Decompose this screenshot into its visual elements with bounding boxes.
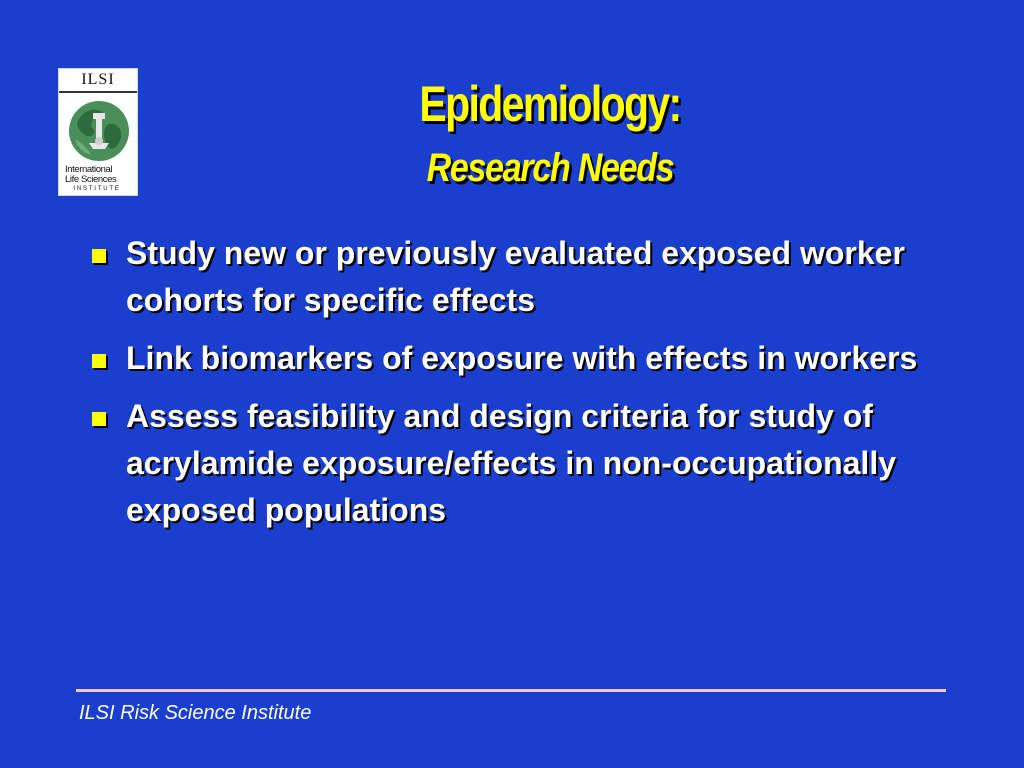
square-bullet-icon — [92, 354, 106, 368]
slide-title: Epidemiology: — [419, 76, 681, 132]
ilsi-logo — [58, 68, 138, 196]
footer-divider — [76, 689, 946, 692]
logo-name: ILSI — [59, 69, 137, 93]
bullet-item — [88, 393, 928, 534]
bullet-text: Assess feasibility and design criteria for study of acrylamide exposure/effects in non-occupationally exposed populations — [126, 398, 896, 528]
logo-line-international: International — [65, 164, 113, 175]
logo-wordmark — [65, 165, 135, 194]
slide-subtitle: Research Needs — [426, 146, 674, 190]
globe-icon — [67, 99, 131, 163]
square-bullet-icon — [92, 412, 106, 426]
bullet-list — [88, 230, 928, 545]
footer-text: ILSI Risk Science Institute — [79, 702, 312, 724]
bullet-item — [88, 335, 928, 382]
bullet-text: Link biomarkers of exposure with effects in workers — [126, 340, 918, 376]
square-bullet-icon — [92, 249, 106, 263]
logo-line-institute: INSTITUTE — [73, 186, 121, 192]
logo-line-life-sciences: Life Sciences — [65, 174, 117, 185]
bullet-text: Study new or previously evaluated exposed worker cohorts for specific effects — [126, 235, 905, 318]
bullet-item — [88, 230, 928, 324]
